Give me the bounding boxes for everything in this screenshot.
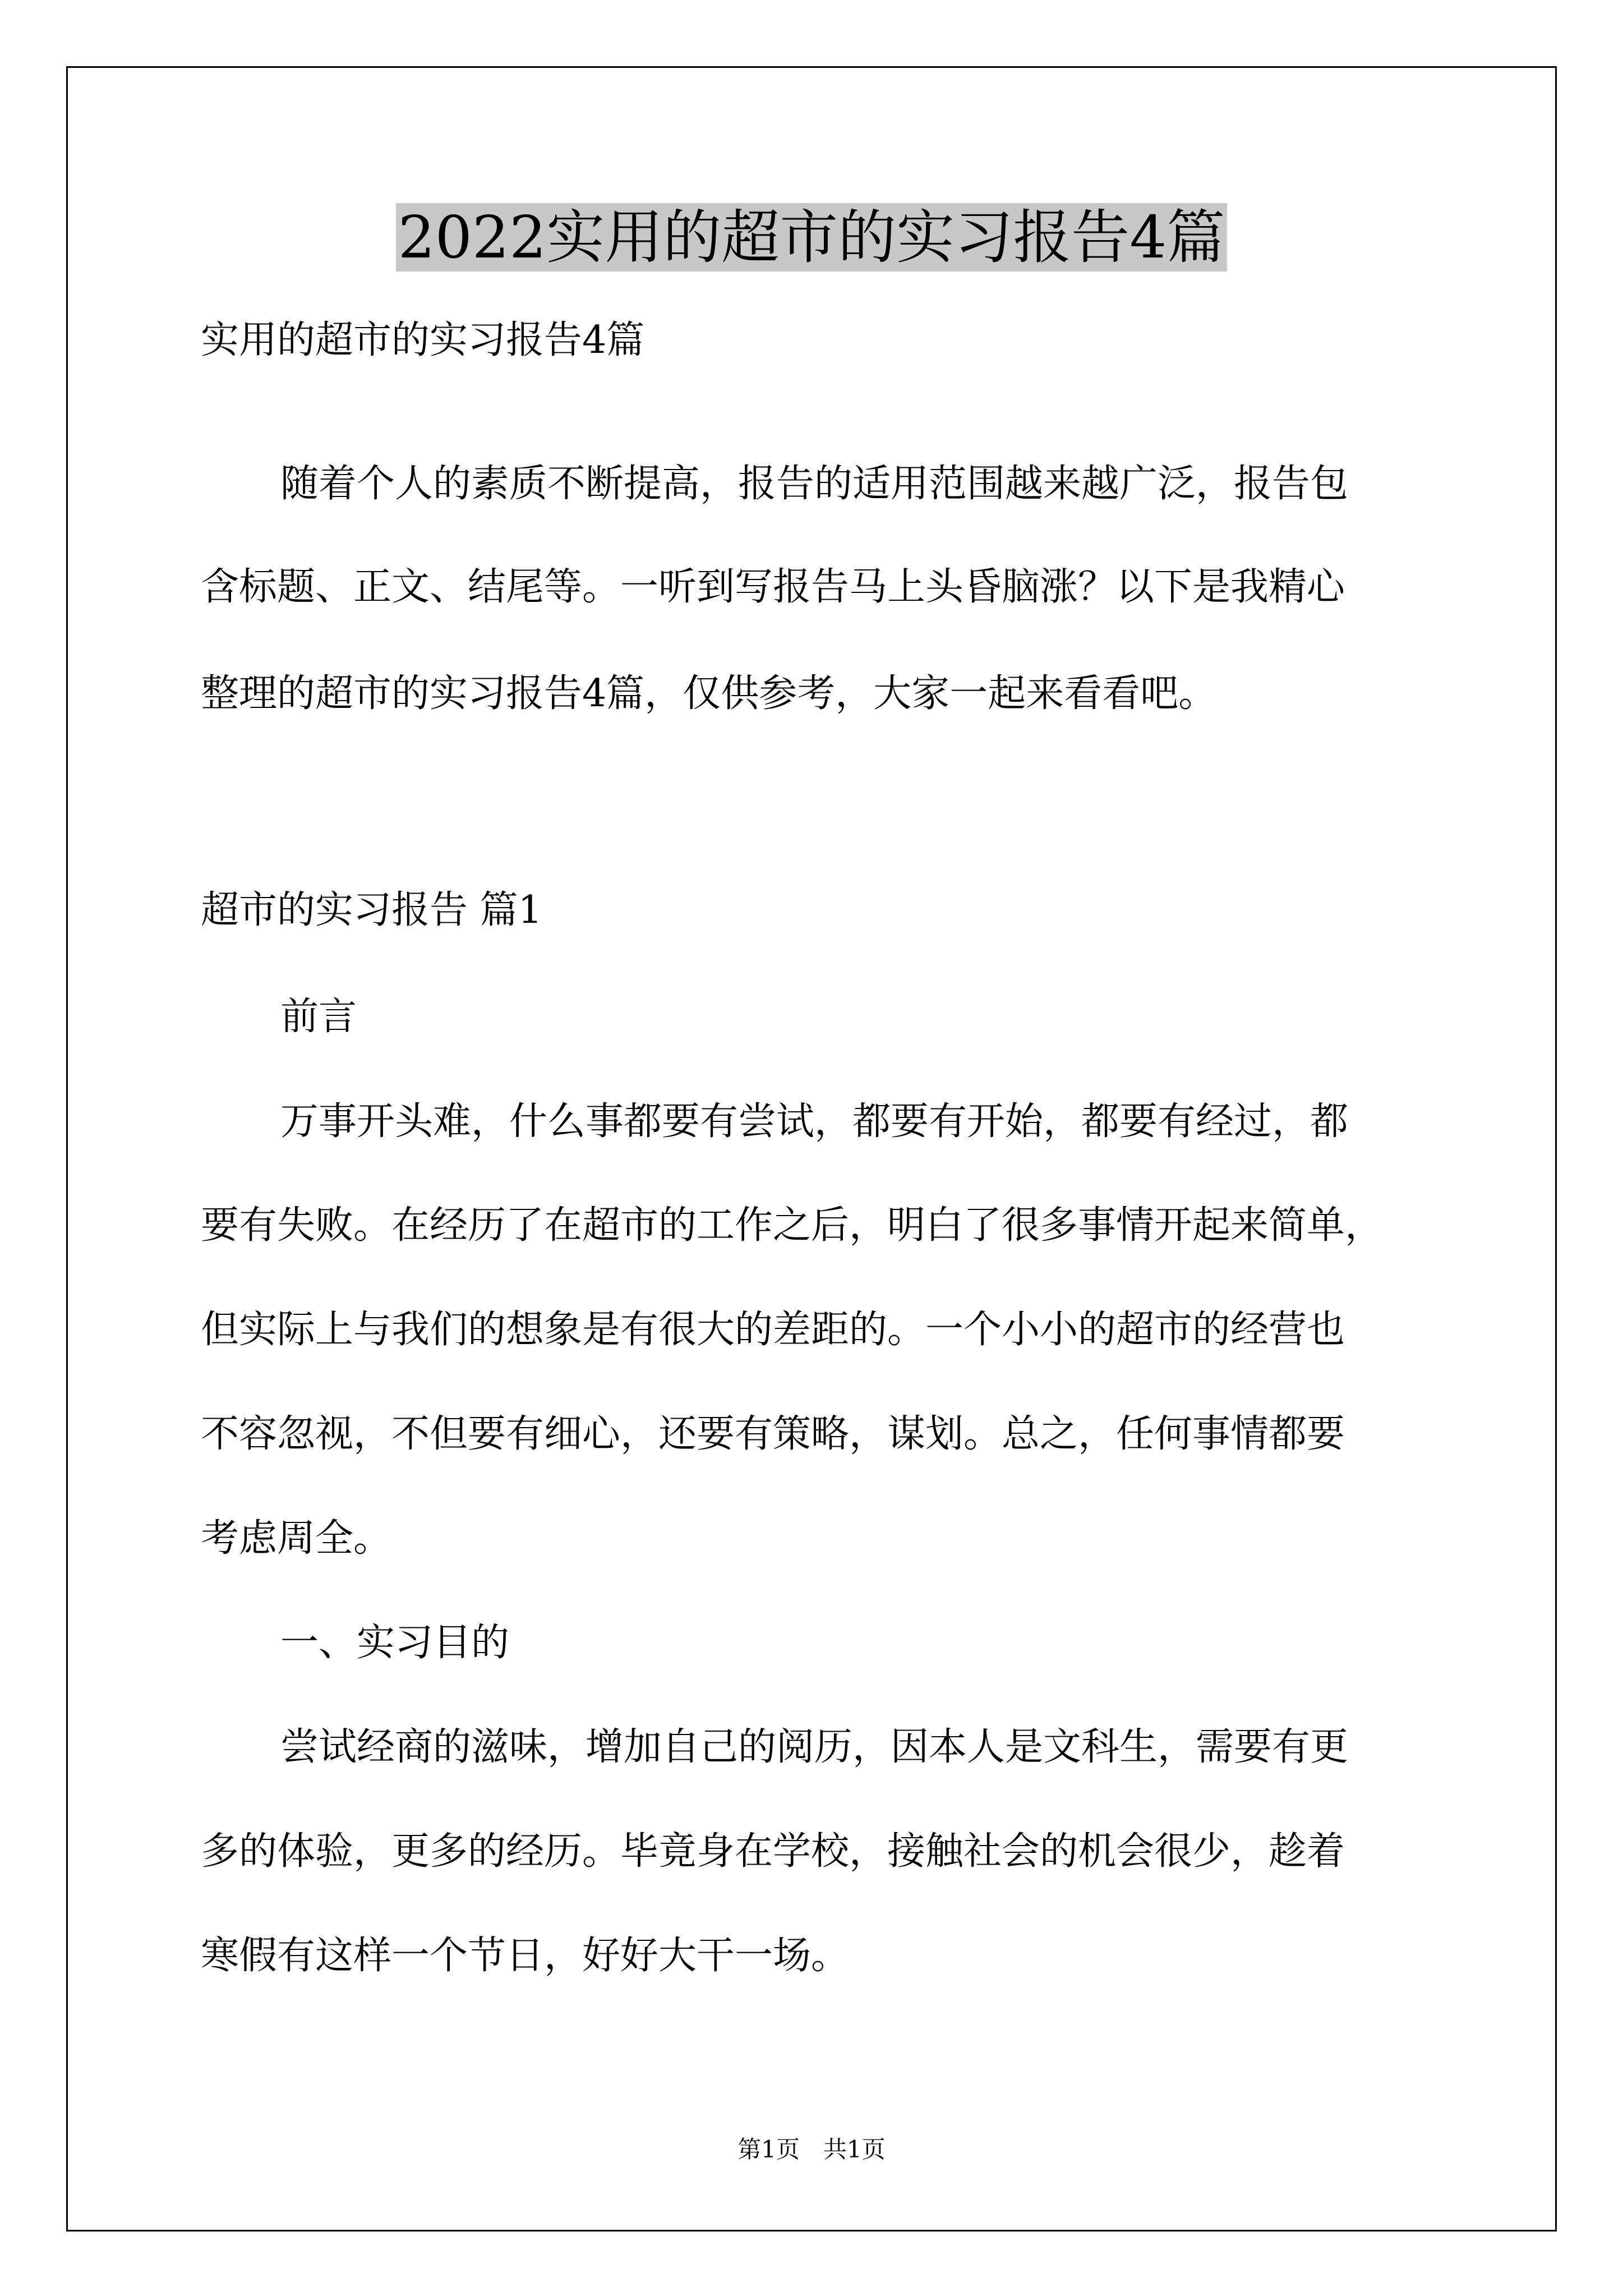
preface-heading: 前言	[280, 995, 357, 1039]
preface-line-5: 考虑周全。	[201, 1516, 392, 1561]
preface-line-1: 万事开头难，什么事都要有尝试，都要有开始，都要有经过，都	[280, 1099, 1349, 1144]
preface-line-4: 不容忽视，不但要有细心，还要有策略，谋划。总之，任何事情都要	[201, 1412, 1345, 1456]
section-heading: 超市的实习报告 篇1	[201, 888, 542, 932]
page-footer: 第1页 共1页	[737, 2136, 886, 2163]
preface-line-3: 但实际上与我们的想象是有很大的差距的。一个小小的超市的经营也	[201, 1308, 1345, 1352]
purpose-line-3: 寒假有这样一个节日，好好大干一场。	[201, 1934, 850, 1978]
document-title-text: 2022实用的超市的实习报告4篇	[396, 203, 1228, 272]
preface-line-2: 要有失败。在经历了在超市的工作之后，明白了很多事情开起来简单，	[201, 1203, 1384, 1248]
page-border	[66, 66, 1557, 2231]
intro-line-2: 含标题、正文、结尾等。一听到写报告马上头昏脑涨？以下是我精心	[201, 565, 1345, 609]
purpose-line-2: 多的体验，更多的经历。毕竟身在学校，接触社会的机会很少，趁着	[201, 1829, 1345, 1874]
purpose-heading: 一、实习目的	[280, 1621, 510, 1665]
document-title	[0, 198, 1623, 277]
purpose-line-1: 尝试经商的滋味，增加自己的阅历，因本人是文科生，需要有更	[280, 1725, 1349, 1769]
subtitle-line: 实用的超市的实习报告4篇	[201, 318, 645, 362]
intro-line-1: 随着个人的素质不断提高，报告的适用范围越来越广泛，报告包	[280, 462, 1349, 506]
intro-line-3: 整理的超市的实习报告4篇，仅供参考，大家一起来看看吧。	[201, 671, 1217, 716]
